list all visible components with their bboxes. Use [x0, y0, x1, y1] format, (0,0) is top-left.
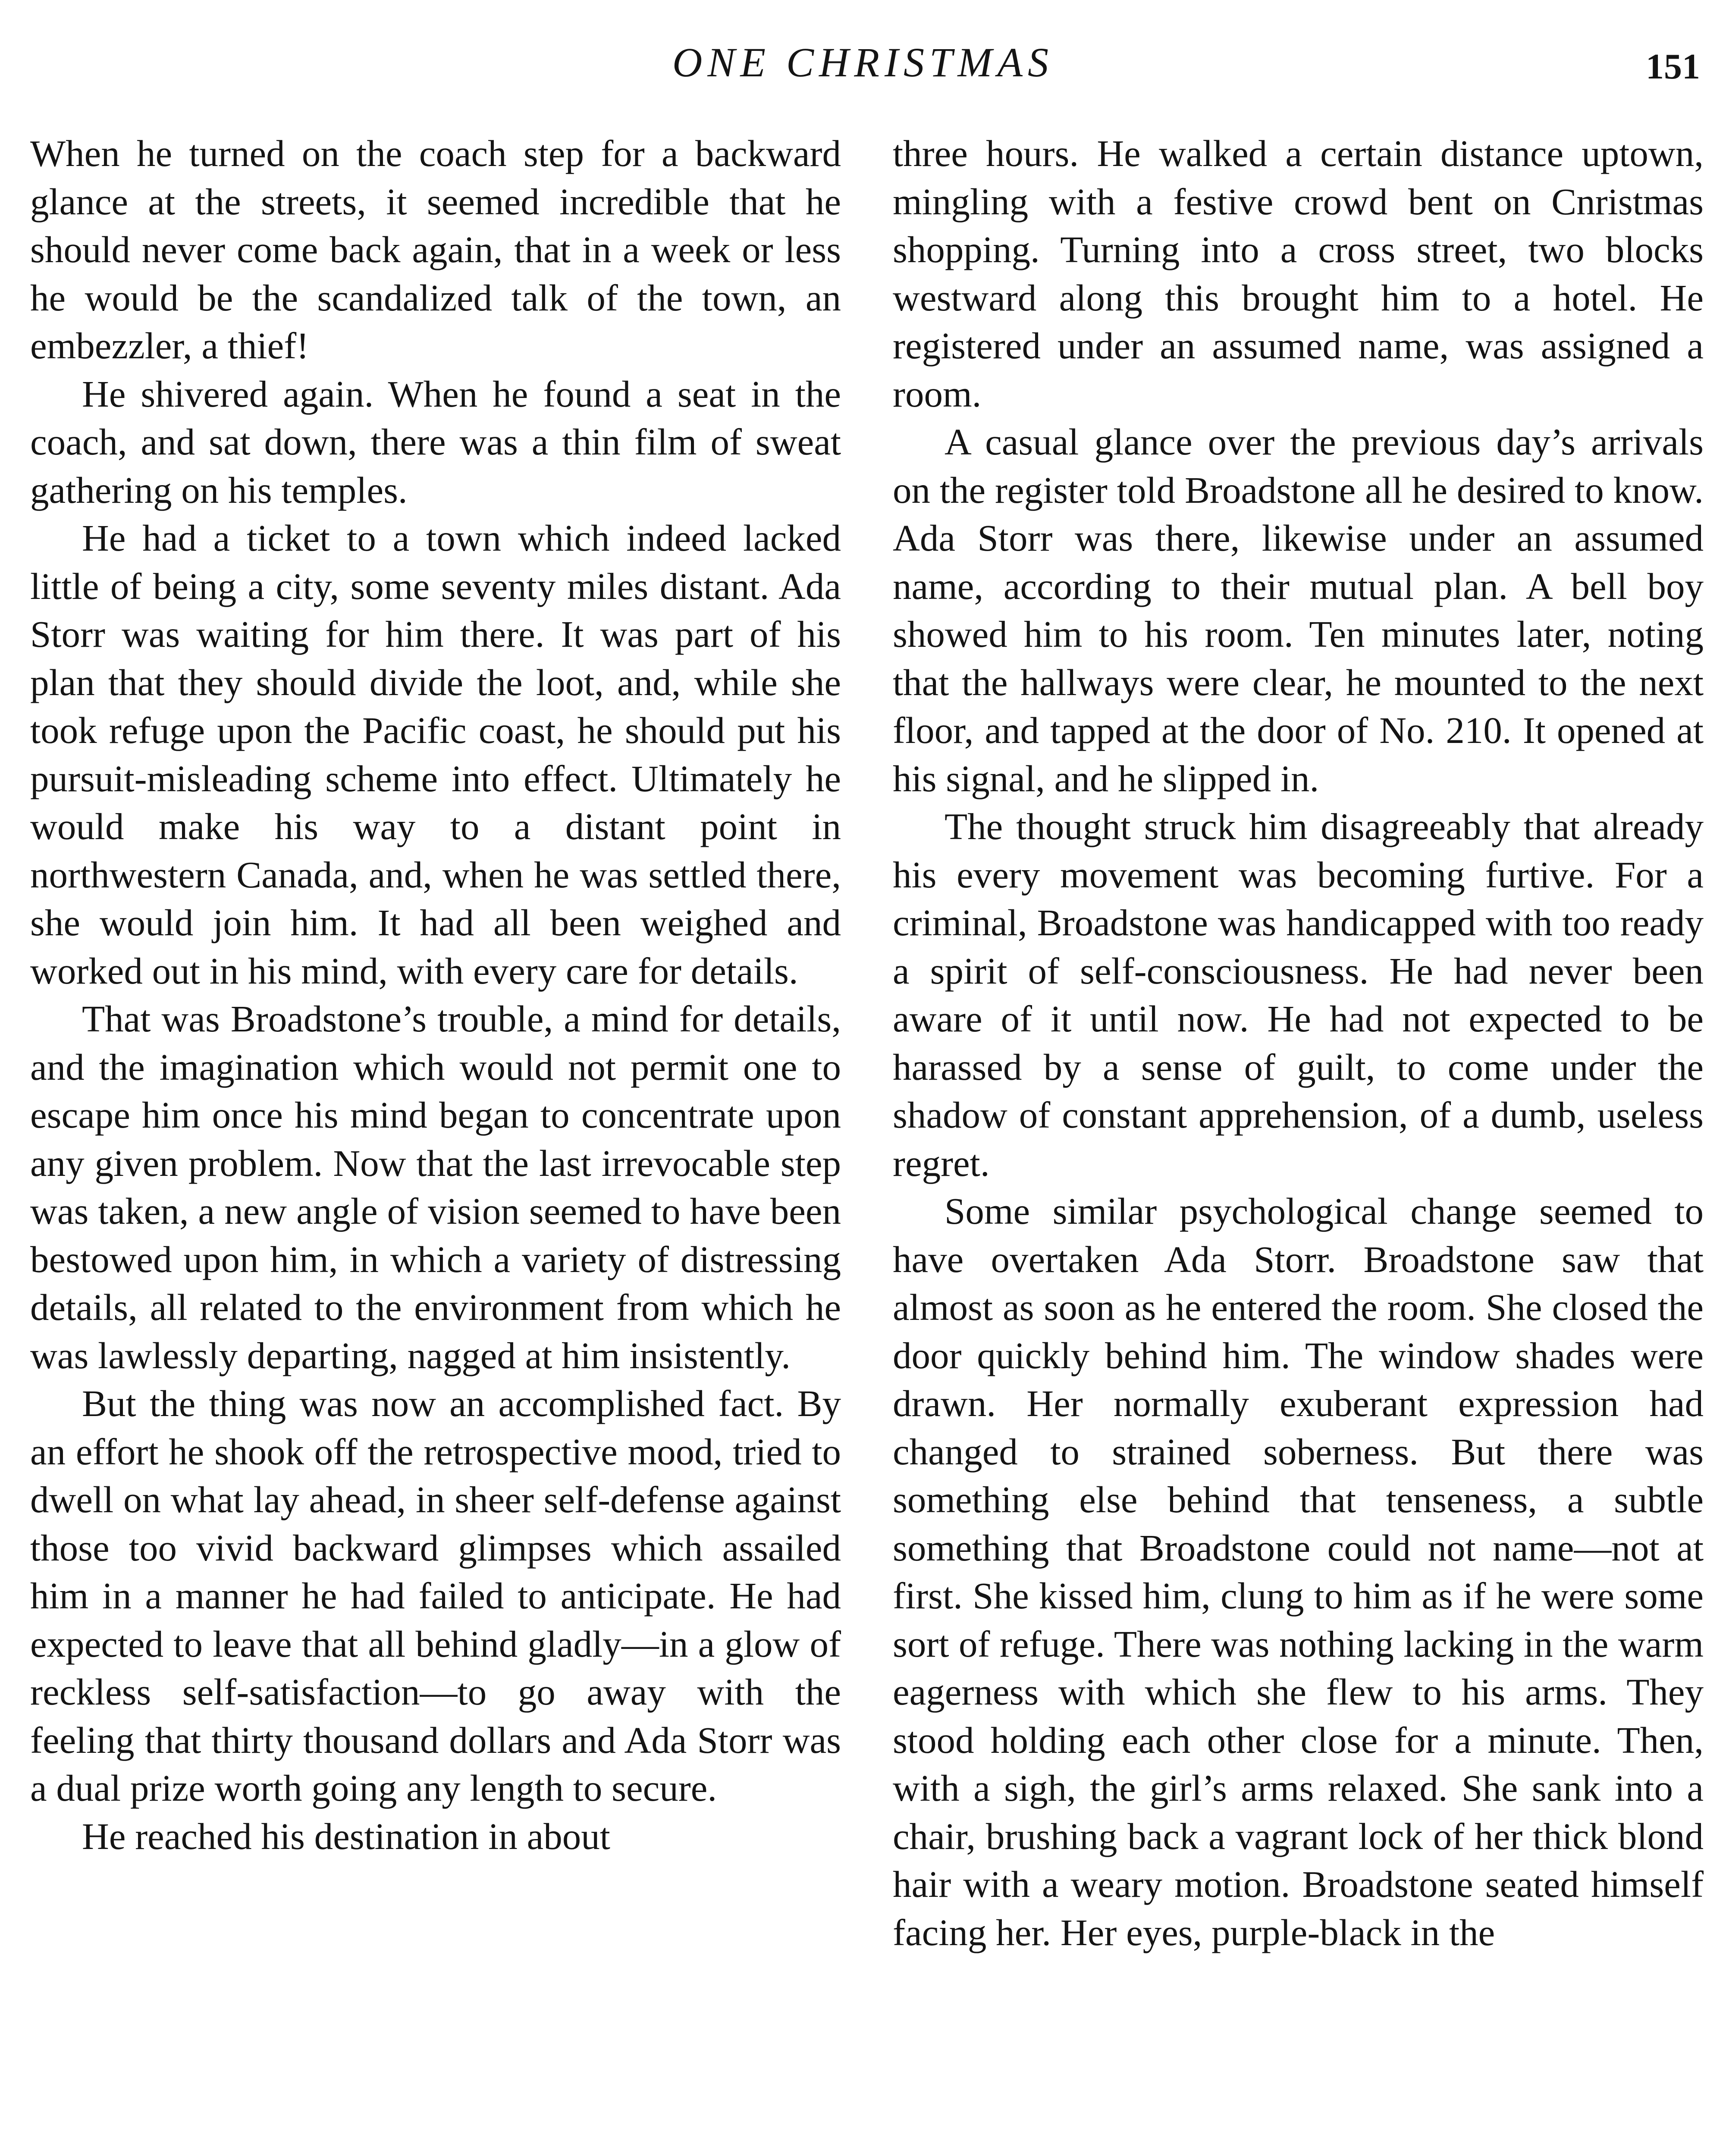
- page-number: 151: [1646, 47, 1700, 87]
- page-header: [0, 30, 1726, 95]
- paragraph: The thought struck him disagreeably that already his every movement was becoming furtive. For a criminal, Broadstone was handicapped with too ready a spirit of self-consciousness. He had never been aware of it until now. He had not expected to be harassed by a sense of guilt, to come under the shadow of constant apprehension, of a dumb, useless regret.: [893, 805, 1704, 1184]
- paragraph: That was Broadstone’s trouble, a mind for details, and the imagination which would not permit one to escape him once his mind began to concentrate upon any given problem. Now that the last irrevocable step was taken, a new angle of vision seemed to have been bestowed upon him, in which a variety of distressing details, all related to the environment from which he was lawlessly departing, nagged at him insistently.: [30, 998, 841, 1376]
- paragraph: Some similar psychological change seemed to have overtaken Ada Storr. Broadstone saw that almost as soon as he entered the room. She closed the door quickly behind him. The window shades were drawn. Her normally exuberant expression had changed to strained soberness. But there was something else behind that tenseness, a subtle something that Broadstone could not name—not at first. She kissed him, clung to him as if he were some sort of refuge. There was nothing lacking in the warm eagerness with which she flew to his arms. They stood holding each other close for a minute. Then, with a sigh, the girl’s arms relaxed. She sank into a chair, brushing back a vagrant lock of her thick blond hair with a weary motion. Broadstone seated himself facing her. Her eyes, purple-black in the: [893, 1190, 1704, 1953]
- running-title: ONE CHRISTMAS: [672, 39, 1054, 85]
- paragraph: He had a ticket to a town which indeed lacked little of being a city, some seventy miles distant. Ada Storr was waiting for him there. It was part of his plan that they should divide the loot, and, while she took refuge upon the Pacific coast, he should put his pursuit-misleading scheme into effect. Ultimately he would make his way to a distant point in northwestern Canada, and, when he was settled there, she would join him. It had all been weighed and worked out in his mind, with every care for details.: [30, 517, 841, 992]
- paragraph: But the thing was now an accomplished fact. By an effort he shook off the retrospective mood, tried to dwell on what lay ahead, in sheer self-defense against those too vivid backward glimpses which assailed him in a manner he had failed to anticipate. He had expected to leave that all behind gladly—in a glow of reckless self-satisfaction—to go away with the feeling that thirty thousand dollars and Ada Storr was a dual prize worth going any length to secure.: [30, 1382, 841, 1809]
- paragraph: When he turned on the coach step for a backward glance at the streets, it seemed incredible that he should never come back again, that in a week or less he would be the scandalized talk of the town, an embezzler, a thief!: [30, 132, 841, 367]
- paragraph: He reached his destination in about: [82, 1815, 610, 1857]
- right-column: [893, 129, 1704, 1956]
- paragraph: three hours. He walked a certain distance uptown, mingling with a festive crowd bent on Cnristmas shopping. Turning into a cross street, two blocks westward along this brought him to a hotel. He registered under an assumed name, was assigned a room.: [893, 132, 1704, 415]
- paragraph: A casual glance over the previous day’s arrivals on the register told Broadstone all he desired to know. Ada Storr was there, likewise under an assumed name, according to their mutual plan. A bell boy showed him to his room. Ten minutes later, noting that the hallways were clear, he mounted to the next floor, and tapped at the door of No. 210. It opened at his signal, and he slipped in.: [893, 421, 1704, 799]
- paragraph: He shivered again. When he found a seat in the coach, and sat down, there was a thin film of sweat gathering on his temples.: [30, 373, 841, 511]
- left-column: [30, 129, 841, 1860]
